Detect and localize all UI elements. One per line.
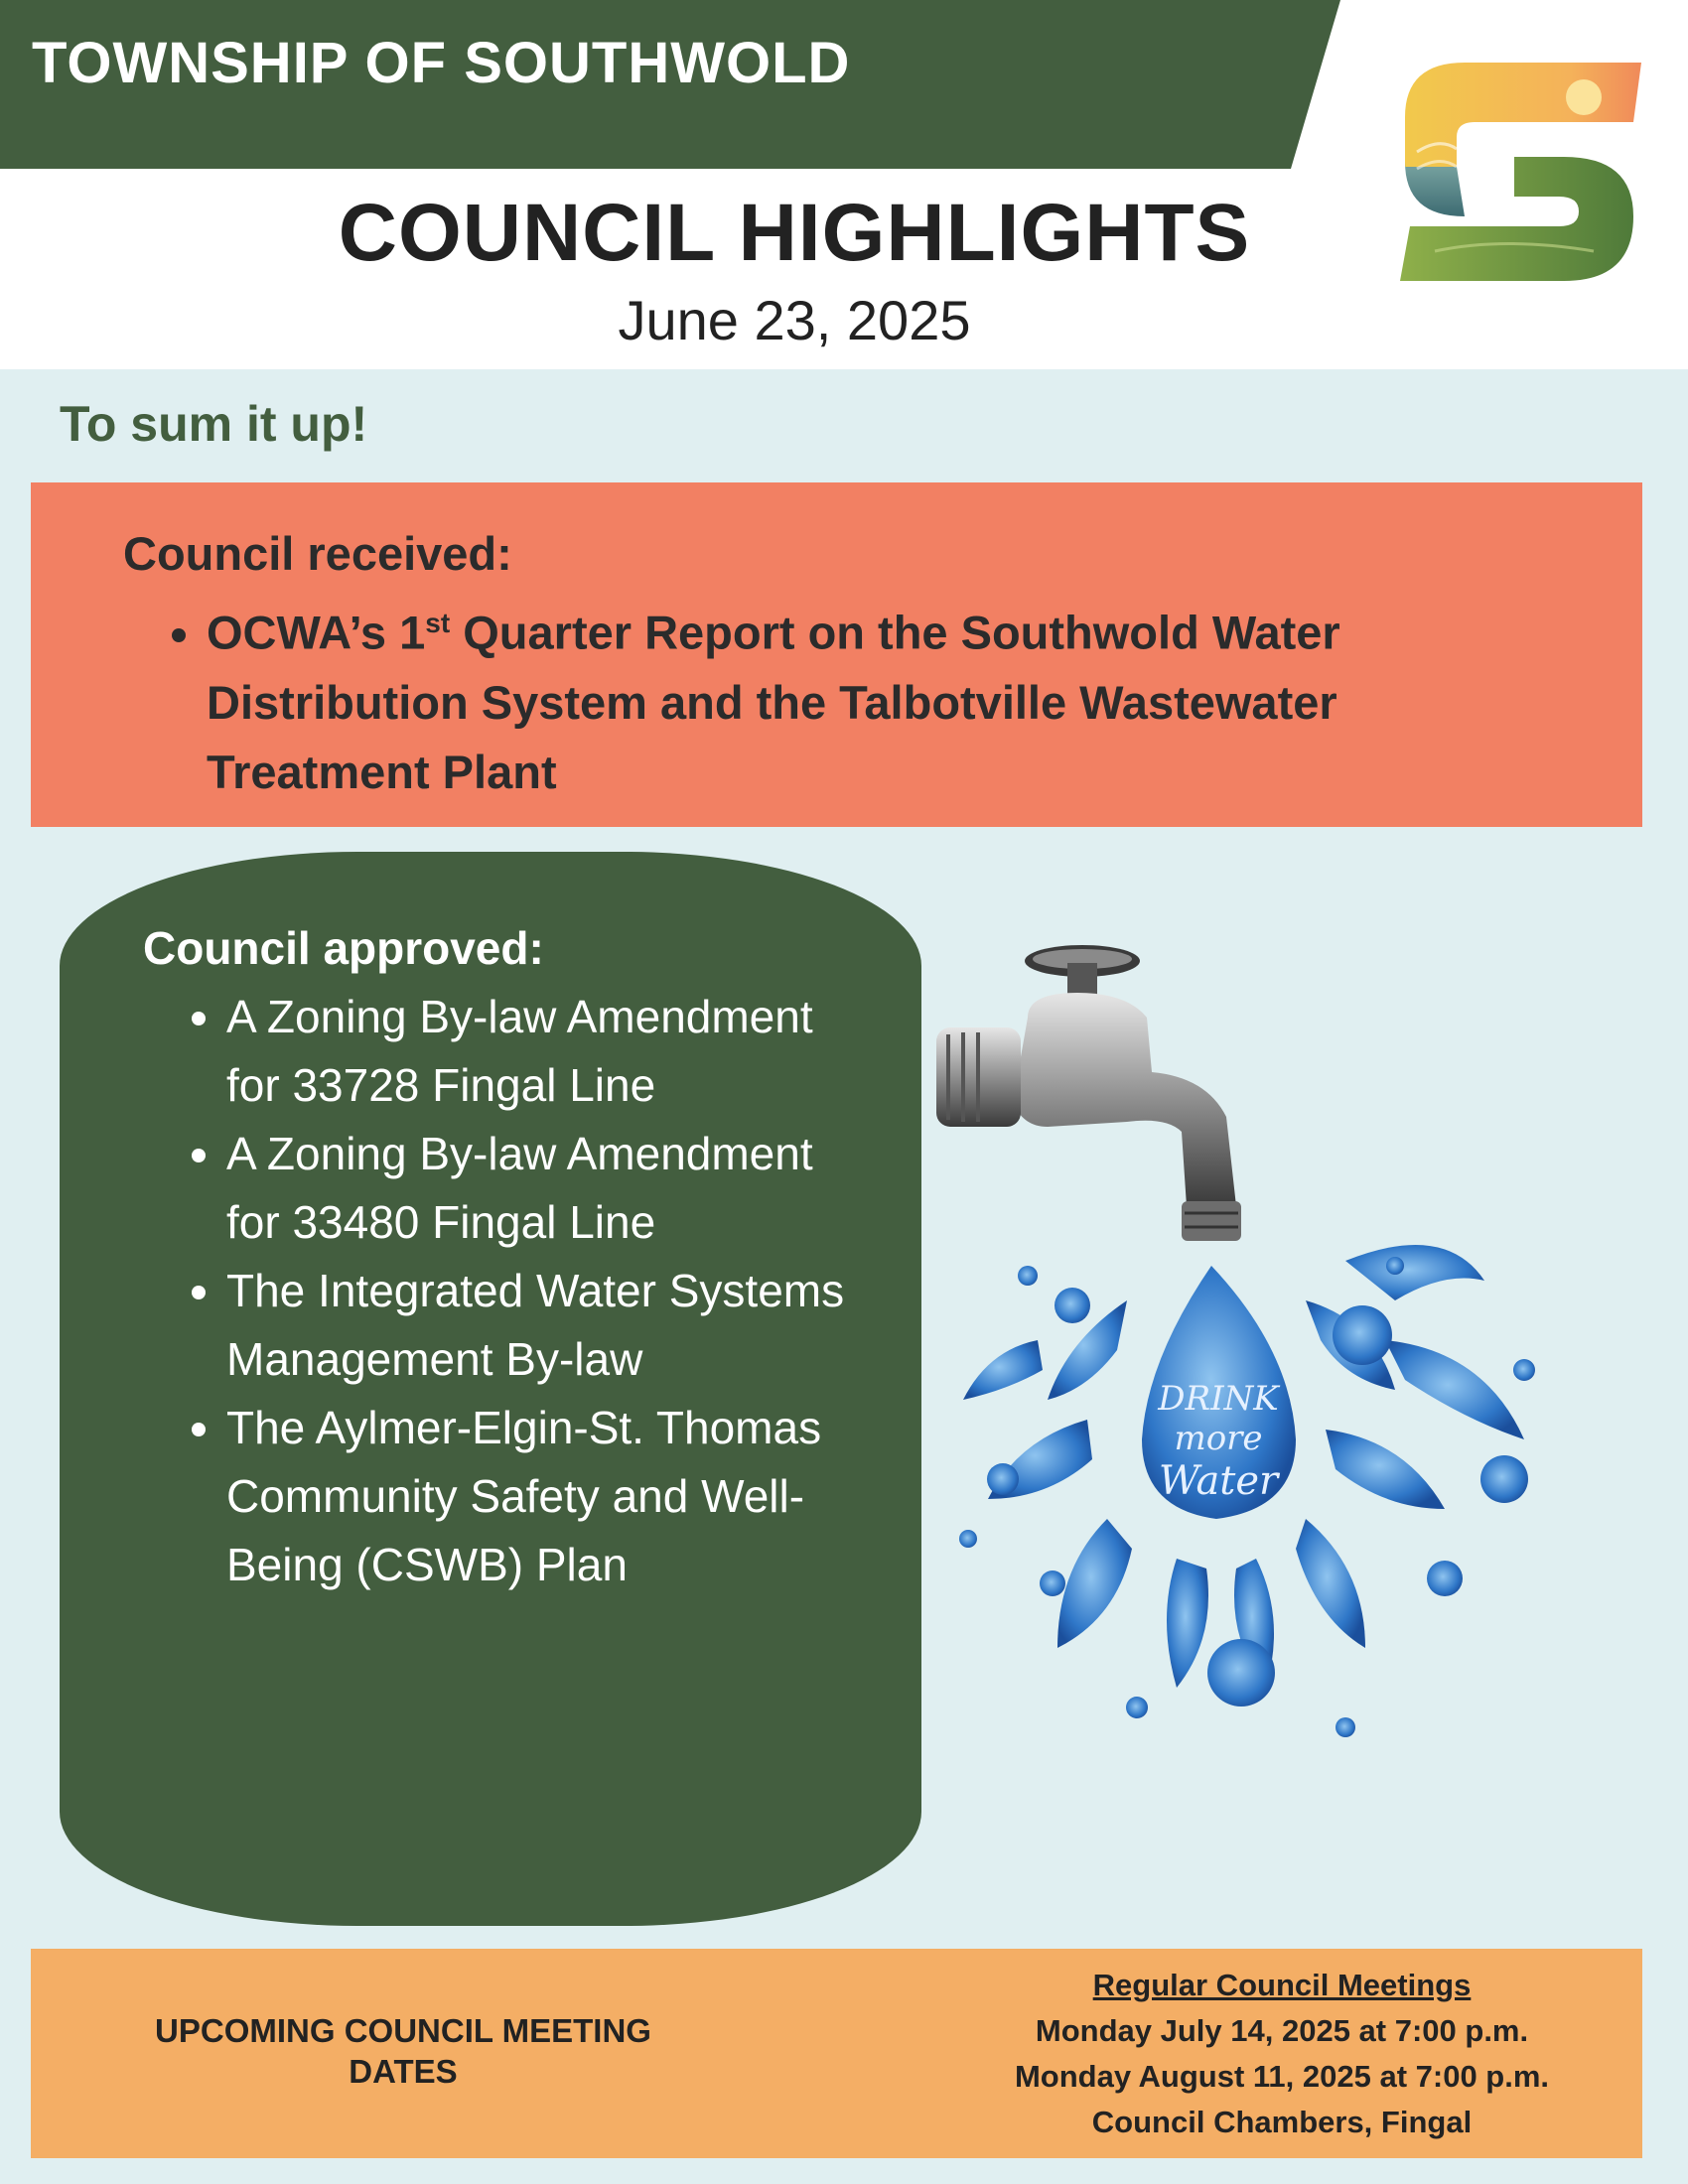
council-approved-box xyxy=(60,852,921,1926)
meeting-date-item: Monday July 14, 2025 at 7:00 p.m. xyxy=(1035,2013,1529,2048)
drop-text: DRINK xyxy=(1158,1379,1279,1419)
drop-text: more xyxy=(1174,1419,1263,1458)
upcoming-label: UPCOMING COUNCIL MEETING DATES xyxy=(155,2012,651,2090)
township-name: TOWNSHIP OF SOUTHWOLD xyxy=(32,31,851,95)
meetings-heading: Regular Council Meetings xyxy=(1092,1968,1472,2002)
faucet-icon xyxy=(936,945,1241,1241)
meeting-schedule xyxy=(944,1963,1619,2145)
summary-heading: To sum it up! xyxy=(60,396,368,452)
southwold-logo xyxy=(1395,58,1641,286)
received-list xyxy=(123,589,1642,807)
approved-heading: Council approved: xyxy=(143,922,544,974)
approved-item: • A Zoning By-law Amendment for 33728 Fingal Line xyxy=(226,983,862,1120)
meeting-date-item: Monday August 11, 2025 at 7:00 p.m. xyxy=(1014,2059,1550,2094)
received-heading: Council received: xyxy=(123,527,512,580)
upcoming-meetings-box xyxy=(31,1949,1642,2158)
water-splash-icon xyxy=(959,1245,1535,1737)
header xyxy=(0,0,1688,369)
water-faucet-illustration xyxy=(928,923,1623,1787)
meeting-date: June 23, 2025 xyxy=(618,289,971,351)
drop-text: Water xyxy=(1158,1458,1279,1504)
approved-item: • The Aylmer-Elgin-St. Thomas Community Safety and Well-Being (CSWB) Plan xyxy=(226,1394,862,1599)
approved-list xyxy=(143,983,882,1599)
page-title: COUNCIL HIGHLIGHTS xyxy=(338,188,1251,278)
approved-item: • The Integrated Water Systems Management By-law xyxy=(226,1257,862,1394)
council-received-box xyxy=(31,482,1642,827)
approved-item: • A Zoning By-law Amendment for 33480 Fingal Line xyxy=(226,1120,862,1257)
meeting-location: Council Chambers, Fingal xyxy=(1091,2105,1473,2139)
received-item: • OCWA’s 1st Quarter Report on the Southwold Water Distribution System and the Talbotville Wastewater Treatment Plant xyxy=(207,589,1398,807)
